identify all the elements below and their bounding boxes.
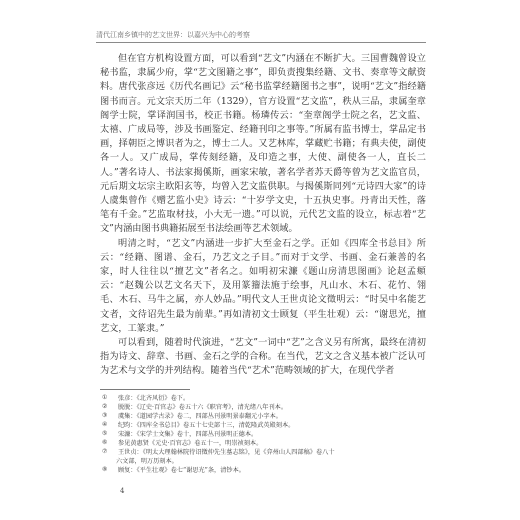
footnote-continuation: 六文部，明万历刻本。: [116, 458, 178, 465]
footnote: [100, 430, 426, 439]
footnote-text: 纪昀：《四库全书总目》卷五十七史部十三，清乾隆武英殿刻本。: [118, 422, 295, 429]
footnote-number: ③: [102, 413, 108, 419]
paragraph-2: 明清之时，“艺文”内涵进一步扩大至金石之学。正如《四库全书总目》所云：“经籍、图谱、金石，乃艺文之子目。”而对于文学、书画、金石兼善的名家，时人往往以“擅艺文”者名之。如明初宋濂《题山房清思图画》论赵孟頫云：“赵魏公以艺文名天下，及用篆籀法施于绘事，凡山水、木石、花竹、翎毛、木石、马牛之属，亦人妙品。”明代文人王世贞论文徵明云：“时吴中名能艺文者，文待诏先生最为前辈。”再如清初文士顾复（平生壮观）云：“谢思光，擅艺文，工篆隶。”: [100, 237, 426, 334]
running-header: 清代江南乡镇中的艺文世界：以嘉兴为中心的考察: [96, 31, 250, 39]
footnote-rule: [100, 389, 190, 390]
footnote-number: ②: [102, 404, 108, 410]
page-number: 4: [120, 487, 125, 495]
body-text: [100, 52, 426, 379]
footnote-number: ⑥: [102, 440, 108, 446]
footnote: [100, 394, 426, 403]
footnote-text: 顾复：《平生壮观》卷七“谢思光”条，清钞本。: [118, 467, 245, 474]
paragraph-3: 可以看到，随着时代演进，“艺文”一词中“艺”之含义另有所寓，最终在清初指为诗文、辞章、书画、金石之学的合称。在当代，艺文之含义基本被广泛认可为艺术与文学的并列结构。随着当代“艺术”范畴领域的扩大，在现代学者: [100, 337, 426, 377]
footnote: [100, 403, 426, 412]
footnote: [100, 421, 426, 430]
footnote-text: 虞集：《道园学古录》卷二，四部丛刊景明景泰翻元小字本。: [118, 413, 282, 420]
footnote-text: 王世贞：《明太大理翰林院待诏徵仲先生墓志铭》，见《弇州山人四部稿》卷八十: [118, 449, 335, 456]
footnote: [100, 439, 426, 448]
paragraph-1: 但在官方机构设置方面，可以看到“艺文”内涵在不断扩大。三国曹魏曾设立秘书监，隶属少府，掌“艺文图籍之事”，即负责搜集经籍、文书、奏章等文献资料。唐代张彦远《历代名画记》云“秘书监掌经籍图书之事”，说明“艺文”指经籍图书而言。元文宗天历二年（1329），官方设置“艺文监”，秩从三品，隶属奎章阁学士院，掌译润国书，校正书籍。杨璘传云：“奎章阁学士院之名，艺文监、太禧、广成局等，涉及书画鉴定、经籍刊印之事等。”所属有监书博士，掌品定书画，择朝臣之博识者为之，博士二人。又艺林库，掌藏贮书籍；有典夫使，副使各一人。又广成局，掌传刻经籍，及印造之事，大使、副使各一人，直长二人。”著名诗人、书法家揭傒斯，画家宋敏，著名学者苏天爵等曾为艺文监官员，元后期文坛宗主欧阳玄等，均曾入艺文监供职。与揭傒斯同列“元诗四大家”的诗人虞集曾作《赠艺监小史》诗云：“十岁学文史，十五执史事。丹青出天性，落笔有千金。”艺监取材技，小大无一遗。”可以说，元代艺文监的设立，标志着“艺文”内涵由图书典籍拓展至书法绘画等艺术领域。: [100, 53, 426, 235]
footnotes: [100, 394, 426, 475]
footnote: [100, 466, 426, 475]
header-rule: [96, 42, 426, 43]
footnote: [100, 412, 426, 421]
footnote-number: ⑧: [102, 467, 108, 473]
footnote: [100, 448, 426, 457]
footnote-number: ①: [102, 395, 108, 401]
footnote-text: 宋濂：《宋学士文集》卷十，四部丛刊景明正德本。: [118, 431, 258, 438]
footnote-number: ④: [102, 422, 108, 428]
footnote-text: 参见黄惠贤《元史·百官志》卷五十一，明崇祯刻本。: [118, 440, 263, 447]
footnote-text: 张彦：《北齐风衍》卷下。: [118, 395, 190, 402]
footnote-number: ⑦: [102, 449, 108, 455]
footnote-text: 脱脱：《辽史·百官志》卷五十六《职官考》，清光绪八年刊本。: [118, 404, 288, 411]
footnote-number: ⑤: [102, 431, 108, 437]
